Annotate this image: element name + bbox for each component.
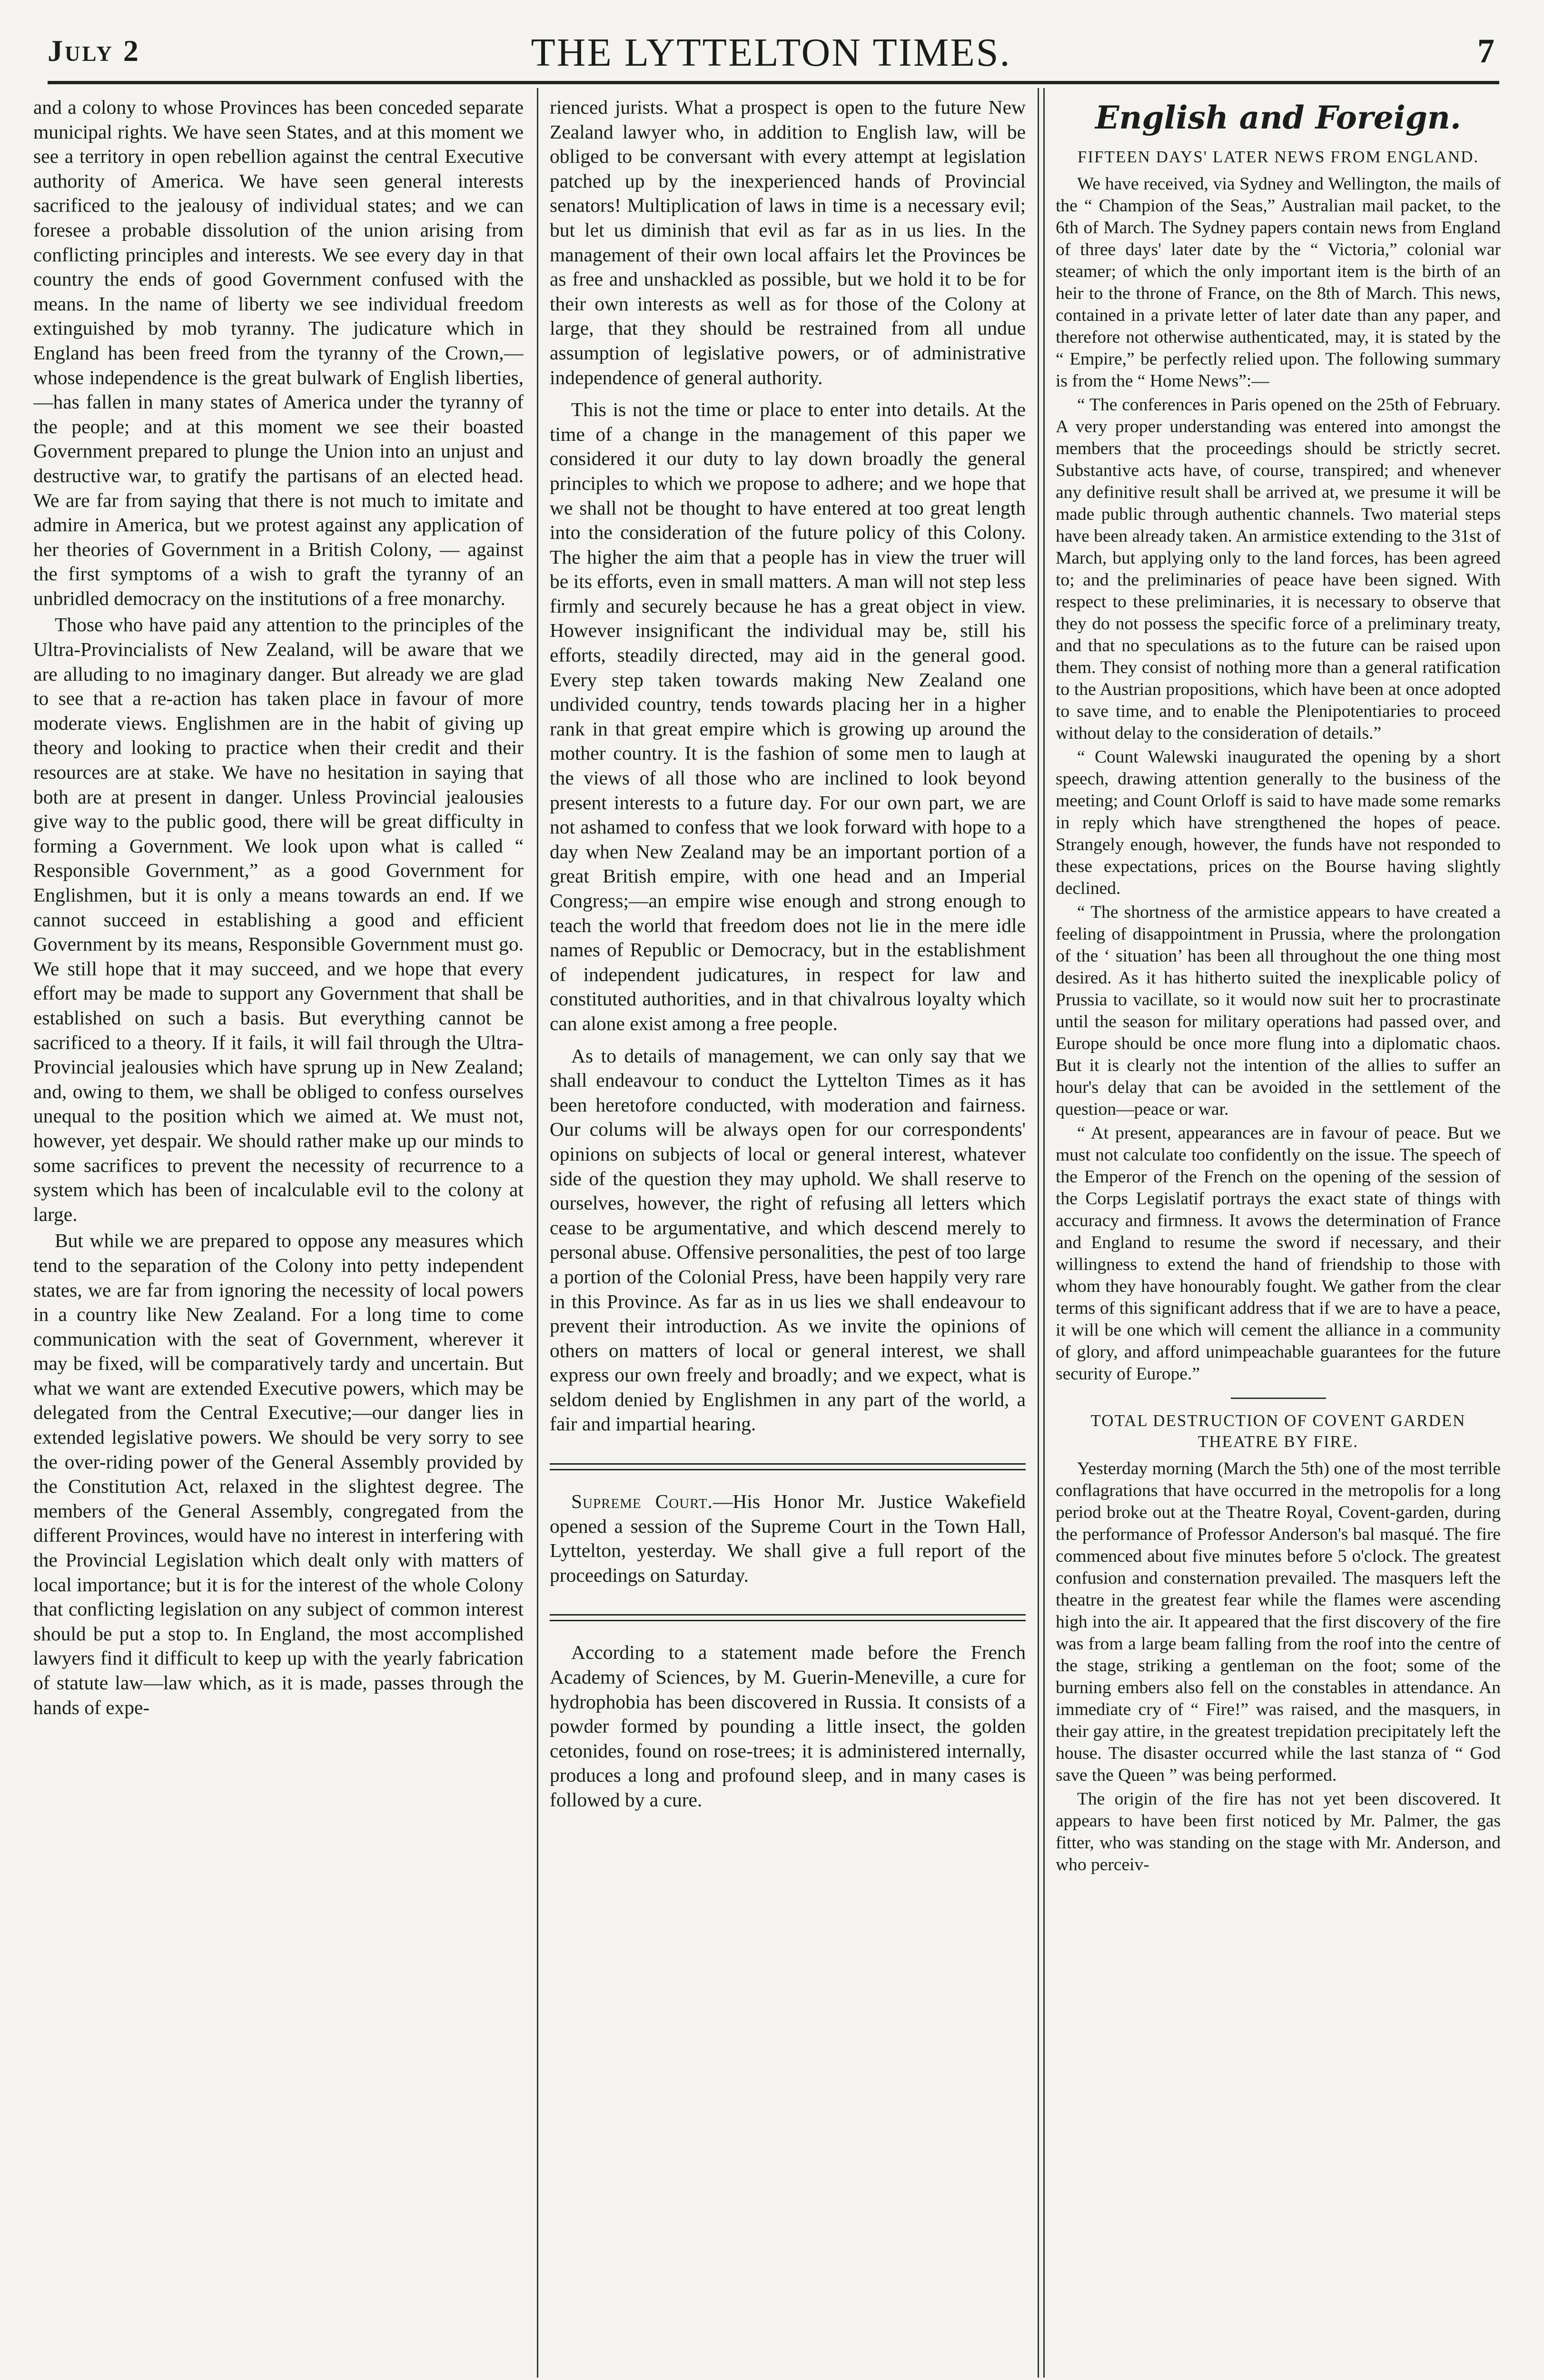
masthead (48, 30, 1495, 75)
article-paragraph: This is not the time or place to enter into details. At the time of a change in the management of this paper we considered it our duty to lay down broadly the general principles to which we propose to adhere; and we hope that we shall not be thought to have entered at too great length into the consideration of the future policy of this Colony. The higher the aim that a people has in view the truer will be its efforts, even in small matters. A man will not step less firmly and securely because he has a great object in view. However insignificant the individual may be, still his efforts, steadily directed, may aid in the general good. Every step taken towards making New Zealand one undivided country, tends towards placing her in a higher rank in that great empire which is growing up around the mother country. It is the fashion of some men to laugh at the views of all those who are inclined to look beyond present interests to a future day. For our own part, we are not ashamed to confess that we look forward with hope to a day when New Zealand may be an important portion of a great British empire, with one head and an Imperial Congress;—an empire wise enough and strong enough to teach the world that freedom does not lie in the mere idle names of Republic or Democracy, but in the establishment of independent judicatures, in respect for law and constituted authorities, and in that chivalrous loyalty which can alone exist among a free people. (550, 398, 1026, 1034)
news-paragraph: “ Count Walewski inaugurated the opening by a short speech, drawing attention generally to the business of the meeting; and Count Orloff is said to have made some remarks in reply which have strengthened the hopes of peace. Strangely enough, however, the funds have not responded to these expectations, prices on the Bourse having slightly declined. (1056, 747, 1501, 898)
section-divider (1231, 1398, 1326, 1399)
hydrophobia-notice: According to a statement made before the French Academy of Sciences, by M. Guerin-Meneville, a cure for hydrophobia has been discovered in Russia. It consists of a powder formed by pounding a little insect, the golden cetonides, found on rose-trees; it is administered internally, produces a long and profound sleep, and in many cases is followed by a cure. (550, 1641, 1026, 1811)
section-title: English and Foreign. (1095, 99, 1461, 136)
column-3 (1056, 95, 1501, 2380)
fire-paragraph: Yesterday morning (March the 5th) one of the most terrible conflagrations that have occurred in the metropolis for a long period broke out at the Theatre Royal, Covent-garden, during the performance of Professor Anderson's bal masqué. The fire commenced about five minutes before 5 o'clock. The greatest confusion and consternation prevailed. The masquers left the theatre in the greatest fear while the flames were ascending high into the air. It appeared that the first discovery of the fire was from a large beam falling from the roof into the centre of the stage, striking a gentleman on the foot; some of the burning embers also fell on the constables in attendance. An immediate cry of “ Fire!” was raised, and the masquers, in their gay attire, in the greatest trepidation precipitately left the house. The disaster occurred while the last stanza of “ God save the Queen ” was being performed. (1056, 1459, 1501, 1785)
article-paragraph: rienced jurists. What a prospect is open to the future New Zealand lawyer who, in addition to English law, will be obliged to be conversant with every attempt at legislation patched up by the inexperienced hands of Provincial senators! Multiplication of laws in time is a necessary evil; but let us diminish that evil as far as in us lies. In the management of their own local affairs let the Provinces be as free and unshackled as possible, but we hold it to be for their own interests as well as for those of the Colony at large, that they should be restrained from all undue assumption of legislative powers, or of administrative independence of general authority. (550, 96, 1026, 388)
news-paragraph: We have received, via Sydney and Wellington, the mails of the “ Champion of the Seas,” Australian mail packet, to the 6th of March. The Sydney papers contain news from England of three days' later date by the “ Victoria,” colonial war steamer; of which the only important item is the birth of an heir to the throne of France, on the 8th of March. This news, contained in a private letter of later date than any paper, and therefore not otherwise authenticated, may, it is stated by the “ Empire,” be perfectly relied upon. The following summary is from the “ Home News”:— (1056, 174, 1501, 391)
news-paragraph: “ The conferences in Paris opened on the 25th of February. A very proper understanding was entered into amongst the members that the proceedings should be strictly secret. Substantive acts have, of course, transpired; and whenever any definitive result shall be arrived at, we presume it will be made public through authentic channels. Two material steps have been already taken. An armistice extending to the 31st of March, but applying only to the land forces, has been agreed to; and the preliminaries of peace have been signed. With respect to these preliminaries, it is necessary to observe that they do not possess the specific force of a preliminary treaty, and that no speculations as to the future can be raised upon them. They consist of nothing more than a general ratification to the Austrian propositions, which have been at once adopted to save time, and to enable the Plenipotentiaries to proceed without delay to the consideration of details.” (1056, 395, 1501, 743)
section-divider (550, 1614, 1026, 1621)
issue-date: July 2 (48, 34, 140, 68)
column-divider-double (1043, 88, 1045, 2378)
news-paragraph: “ The shortness of the armistice appears to have created a feeling of disappointment in Prussia, where the prolongation of the ‘ situation’ has been all throughout the one thing most desired. As it has hitherto suited the inexplicable policy of Prussia to vacillate, so it would now suit her to procrastinate until the season for military operations had passed over, and Europe should be once more flung into a diplomatic chaos. But it is clearly not the intention of the allies to suffer an hour's delay that can be avoided in the settlement of the question—peace or war. (1056, 902, 1501, 1119)
column-divider-double (1038, 88, 1039, 2378)
newspaper-title: THE LYTTELTON TIMES. (531, 30, 1011, 75)
supreme-court-text: —His Honor Mr. Justice Wakefield opened a session of the Supreme Court in the Town Hall, Lyttelton, yesterday. We shall give a full report of the proceedings on Saturday. (550, 1490, 1026, 1586)
fire-heading: TOTAL DESTRUCTION OF COVENT GARDEN THEATRE BY FIRE. (1090, 1411, 1466, 1451)
article-paragraph: Those who have paid any attention to the principles of the Ultra-Provincialists of New Zealand, will be aware that we are alluding to no imaginary danger. But already we are glad to see that a re-action has taken place in favour of more moderate views. Englishmen are in the habit of giving up theory and looking to practice when their credit and their resources are at stake. We have no hesitation in saying that both are at present in danger. Unless Provincial jealousies give way to the public good, there will be great difficulty in forming a Government. We look upon what is called “ Responsible Government,” as a good Government for Englishmen, but it is only a means towards an end. If we cannot succeed in establishing a good and efficient Government by its means, Responsible Government must go. We still hope that it may succeed, and we hope that every effort may be made to support any Government that shall be established on such a basis. But everything cannot be sacrificed to a theory. If it fails, it will fail through the Ultra-Provincial jealousies which have sprung up in New Zealand; and, owing to them, we shall be obliged to confess ourselves unequal to the position which we aimed at. We must not, however, yet despair. We should rather make up our minds to some sacrifices to prevent the necessity of recurrence to a system which has been of incalculable evil to the colony at large. (33, 614, 524, 1225)
section-divider (550, 1463, 1026, 1470)
column-2 (550, 95, 1026, 2380)
article-paragraph: As to details of management, we can only say that we shall endeavour to conduct the Lyttelton Times as it has been heretofore conducted, with moderation and fairness. Our colums will be always open for our correspondents' opinions on subjects of local or general interest, whatever side of the question they may uphold. We shall reserve to ourselves, however, the right of refusing all letters which cease to be argumentative, and which descend merely to personal abuse. Offensive personalities, the pest of too large a portion of the Colonial Press, have been happily very rare in this Province. As far as in us lies we shall endeavour to prevent their introduction. As we invite the opinions of others on matters of local or general interest, we shall express our own freely and broadly; and we expect, what is seldom denied by Englishmen in any part of the world, a fair and impartial hearing. (550, 1044, 1026, 1435)
column-divider (537, 88, 538, 2378)
news-paragraph: “ At present, appearances are in favour of peace. But we must not calculate too confidently on the issue. The speech of the Emperor of the French on the opening of the session of the Corps Legislatif portrays the exact state of things with accuracy and firmness. It avows the determination of France and England to resume the sword if necessary, and their willingness to extend the hand of friendship to those with whom they have honourably fought. We gather from the clear terms of this significant address that if we are to have a peace, it will be one which will cement the alliance in a community of glory, and afford unimpeachable guarantees for the future security of Europe.” (1056, 1123, 1501, 1384)
page-number: 7 (1477, 32, 1495, 70)
news-heading: FIFTEEN DAYS' LATER NEWS FROM ENGLAND. (1077, 148, 1479, 166)
supreme-court-heading: Supreme Court. (571, 1490, 713, 1513)
column-1 (33, 95, 524, 2380)
article-paragraph: and a colony to whose Provinces has been conceded separate municipal rights. We have seen States, and at this moment we see a territory in open rebellion against the central Executive authority of America. We have seen general interests sacrificed to the jealousy of individual states; and we can foresee a probable dissolution of the union arising from conflicting principles and interests. We see every day in that country the ends of good Government confused with the means. In the name of liberty we see individual freedom extinguished by mob tyranny. The judicature which in England has been freed from the tyranny of the Crown,—whose independence is the great bulwark of English liberties,—has fallen in many states of America under the tyranny of the people; and at this moment we see their boasted Government prepared to plunge the Union into an unjust and destructive war, to gratify the partisans of an elected head. We are far from saying that there is not much to imitate and admire in America, but we protest against any application of her theories of Government in a British Colony, — against the first symptoms of a wish to graft the tyranny of an unbridled democracy on the institutions of a free monarchy. (33, 96, 524, 609)
fire-paragraph: The origin of the fire has not yet been discovered. It appears to have been first noticed by Mr. Palmer, the gas fitter, who was standing on the stage with Mr. Anderson, and who perceiv- (1056, 1789, 1501, 1874)
masthead-rule (48, 81, 1499, 84)
article-paragraph: But while we are prepared to oppose any measures which tend to the separation of the Colony into petty independent states, we are far from ignoring the necessity of local powers in a country like New Zealand. For a long time to come communication with the seat of Government, wherever it may be fixed, will be comparatively tardy and uncertain. But what we want are extended Executive powers, which may be delegated from the Central Executive;—our danger lies in extended legislative powers. We should be very sorry to see the over-riding power of the General Assembly provided by the Constitution Act, relaxed in the slightest degree. The members of the General Assembly, congregated from the different Provinces, would have no interest in interfering with the Provincial Legislation which dealt only with matters of local importance; but it is for the interest of the whole Colony that conflicting legislation on any subject of common interest should be put a stop to. In England, the most accomplished lawyers find it difficult to keep up with the yearly fabrication of statute law—law which, as it is made, passes through the hands of expe- (33, 1230, 524, 1718)
supreme-court-notice (550, 1489, 1026, 1587)
